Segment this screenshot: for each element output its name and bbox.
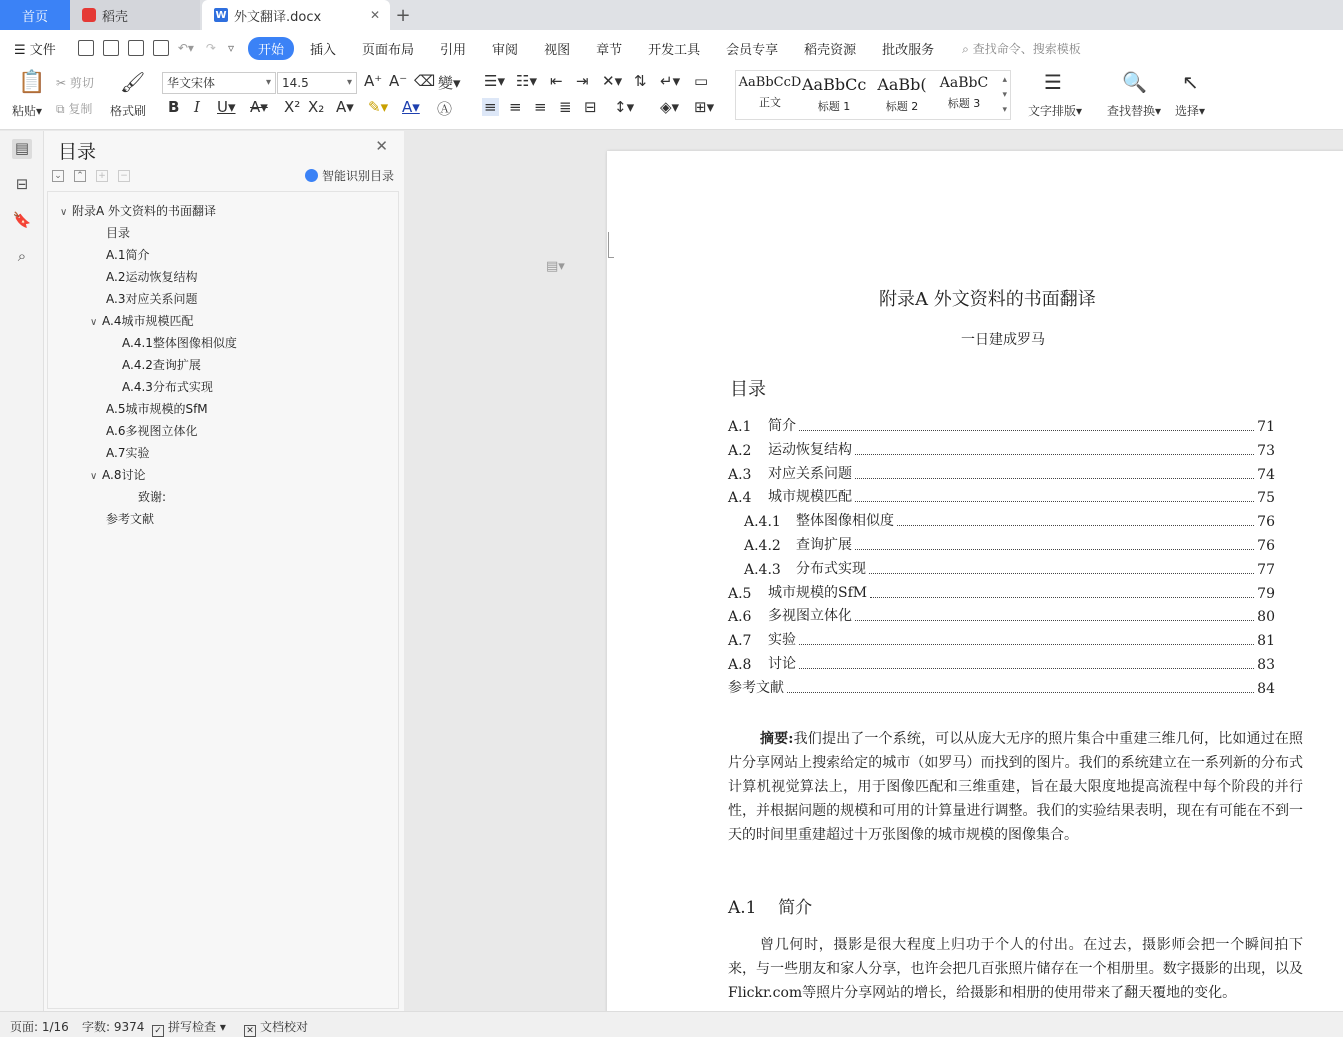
style-heading-1[interactable]	[802, 75, 866, 114]
find-icon[interactable]: 🔍	[1122, 70, 1147, 94]
select-label: 选择	[1175, 104, 1200, 118]
toc-entry-page: 84	[1257, 680, 1275, 697]
toc-tree-item-label: A.1简介	[106, 248, 150, 262]
toc-entry-number: A.5	[728, 585, 752, 602]
toc-entry[interactable]	[728, 439, 1275, 459]
toc-entry-number: A.4.2	[744, 538, 781, 554]
toc-leader-dots	[897, 525, 1254, 526]
style-normal[interactable]	[738, 75, 802, 110]
menu-member[interactable]: 会员专享	[726, 42, 779, 58]
shrink-font-icon[interactable]: A⁻	[389, 72, 408, 90]
toc-leader-dots	[855, 620, 1254, 621]
side-toolbar	[0, 131, 44, 1011]
margin-marker	[608, 232, 614, 258]
toc-entry-page: 71	[1257, 419, 1275, 435]
toc-entry[interactable]	[728, 415, 1275, 435]
toc-tree-item-label: 参考文献	[106, 512, 155, 526]
chapter-nav-icon[interactable]: ⊟	[15, 175, 29, 193]
page-indicator[interactable]: 页面: 1/16	[10, 1020, 69, 1034]
style-heading-2[interactable]	[870, 75, 934, 114]
menu-start[interactable]: 开始	[248, 37, 294, 60]
cut-label: 剪切	[69, 76, 94, 90]
toc-tree-item-label: 致谢:	[138, 490, 167, 504]
toc-tree-item[interactable]	[60, 202, 216, 219]
paste-button[interactable]: 粘贴▾	[12, 104, 43, 118]
style-heading-2-sample: AaBb(	[877, 75, 927, 94]
show-marks-icon[interactable]: ↵▾	[660, 72, 681, 90]
toc-entry-text: 分布式实现	[796, 560, 866, 577]
new-tab-button[interactable]: +	[395, 5, 411, 26]
doc-title: 附录A 外文资料的书面翻译	[879, 289, 1096, 310]
toc-leader-dots	[787, 692, 1254, 693]
toc-entry[interactable]	[728, 629, 1275, 649]
tab-bar	[0, 0, 1343, 30]
proofread-button[interactable]	[244, 1018, 308, 1037]
word-count[interactable]: 字数: 9374	[82, 1020, 145, 1034]
font-family-select[interactable]: 华文宋体 ▾	[162, 72, 276, 94]
bold-icon[interactable]: B	[168, 98, 180, 116]
phonetic-icon[interactable]: 變▾	[438, 74, 461, 92]
menu-page-layout[interactable]: 页面布局	[362, 42, 415, 58]
close-pane-icon[interactable]: ✕	[375, 137, 388, 155]
toc-entry-page: 81	[1257, 633, 1275, 650]
style-heading-1-name: 标题 1	[817, 100, 851, 113]
find-replace-label: 查找替换	[1107, 104, 1156, 118]
toc-entry-page: 76	[1257, 538, 1275, 554]
toc-entry[interactable]	[744, 558, 1275, 578]
style-heading-1-sample: AaBbCc	[802, 75, 867, 94]
format-painter-icon[interactable]: 🖌	[120, 70, 146, 94]
menu-review[interactable]: 审阅	[492, 42, 519, 58]
toc-tree-item[interactable]	[122, 356, 201, 373]
toc-tree-item-label: A.5城市规模的SfM	[106, 402, 208, 416]
font-color-icon[interactable]: A▾	[402, 98, 420, 116]
toc-tree-item-label: A.2运动恢复结构	[106, 270, 198, 284]
toc-leader-dots	[799, 668, 1254, 669]
collapse-all-icon[interactable]: ⌃	[74, 170, 86, 182]
doc-subtitle: 一日建成罗马	[961, 332, 1045, 348]
toc-tree-item[interactable]	[106, 400, 208, 417]
toc-tree-item-label: A.4.2查询扩展	[122, 358, 201, 372]
toc-entry-text: 查询扩展	[796, 537, 852, 553]
toc-tree-item-label: A.4城市规模匹配	[102, 314, 194, 328]
menu-daoke-resources[interactable]: 稻壳资源	[804, 42, 857, 58]
toc-entry[interactable]	[744, 534, 1275, 554]
toc-pane-title: 目录	[58, 141, 97, 163]
shading-icon[interactable]: ◈▾	[660, 98, 680, 116]
select-cursor-icon[interactable]: ↖	[1182, 70, 1199, 94]
align-right-icon[interactable]: ≡	[534, 98, 547, 116]
toc-entry-text: 城市规模的SfM	[768, 584, 868, 601]
toc-entry-page: 80	[1257, 609, 1275, 626]
print-icon[interactable]	[128, 40, 144, 56]
status-bar	[0, 1011, 1343, 1037]
copy-label: 复制	[68, 102, 93, 116]
toc-entry[interactable]	[728, 582, 1275, 602]
increase-indent-icon[interactable]: ⇥	[576, 72, 589, 90]
ribbon	[0, 66, 1343, 130]
toc-leader-dots	[870, 597, 1254, 598]
tab-daoke[interactable]	[70, 0, 200, 30]
style-heading-3-name: 标题 3	[947, 97, 981, 110]
search-panel-icon[interactable]: ⌕	[17, 247, 27, 265]
style-normal-sample: AaBbCcD	[738, 75, 802, 90]
document-area	[404, 131, 1343, 1011]
toc-tree-item[interactable]	[106, 510, 154, 527]
tab-document-label: 外文翻译.docx	[234, 9, 322, 25]
toc-entry-text: 参考文献	[728, 679, 784, 696]
toc-tools	[52, 167, 140, 182]
select-button[interactable]: 选择▾	[1175, 104, 1206, 118]
cut-button[interactable]: ✂ 剪切	[56, 76, 94, 90]
toc-tree-item[interactable]	[106, 224, 130, 241]
toc-tree-item[interactable]	[90, 312, 193, 329]
style-normal-name: 正文	[759, 96, 781, 109]
smart-toc-label: 智能识别目录	[321, 169, 394, 183]
sort-icon[interactable]: ⇅	[634, 72, 647, 90]
style-heading-3[interactable]	[936, 75, 992, 111]
smart-toc-button[interactable]	[305, 167, 394, 184]
command-search-placeholder: 查找命令、搜索模板	[972, 41, 1081, 56]
abstract-paragraph	[728, 727, 1303, 847]
toc-entry-page: 79	[1257, 585, 1275, 602]
toc-entry-page: 73	[1257, 442, 1275, 459]
toc-entry[interactable]	[728, 463, 1275, 483]
toc-tree-item[interactable]	[90, 466, 145, 483]
toc-entry-text: 运动恢复结构	[768, 441, 852, 458]
toc-tree-item-label: A.7实验	[106, 446, 150, 460]
toc-leader-dots	[799, 644, 1254, 645]
undo-icon[interactable]: ↶▾	[177, 41, 194, 55]
command-search[interactable]	[962, 40, 1081, 57]
toc-tree-item[interactable]	[106, 290, 197, 307]
file-menu-label: 文件	[29, 42, 56, 58]
toc-tree-item-label: A.6多视图立体化	[106, 424, 198, 438]
collapse-caret-icon[interactable]: ∨	[90, 471, 98, 482]
daoke-logo-icon	[82, 8, 96, 22]
document-page[interactable]	[607, 151, 1343, 1011]
toc-tree-item-label: A.3对应关系问题	[106, 292, 198, 306]
toc-entry-number: A.1	[728, 419, 752, 435]
align-left-icon[interactable]: ≡	[484, 98, 497, 116]
spell-check-button[interactable]: ✓ 拼写检查 ▾	[152, 1018, 226, 1037]
clear-format-icon[interactable]: ⌫	[414, 72, 436, 90]
decrease-indent-icon[interactable]: ⇤	[550, 72, 563, 90]
toc-entry-text: 实验	[768, 632, 796, 649]
toc-heading: 目录	[730, 379, 766, 400]
toc-tree-item-label: A.4.3分布式实现	[122, 380, 213, 394]
toc-leader-dots	[855, 501, 1254, 502]
tab-home[interactable]: 首页	[0, 0, 70, 30]
highlight-icon[interactable]: ✎▾	[368, 98, 389, 116]
toc-entry-number: A.4	[728, 490, 752, 507]
promote-icon[interactable]: +	[96, 170, 108, 182]
expand-all-icon[interactable]: ⌄	[52, 170, 64, 182]
print-preview-icon[interactable]	[153, 40, 169, 56]
font-size-select[interactable]: 14.5 ▾	[277, 72, 357, 94]
abstract-text: 我们提出了一个系统，可以从庞大无序的照片集合中重建三维几何，比如通过在照片分享网站上搜索给定的城市（如罗马）而找到的图片。我们的系统建立在一系列新的分布式计算机视觉算法上，用于图像匹配和三维重建，旨在最大限度地提高流程中每个阶段的并行性，并根据问题的规模和可用的计算量进行调整。我们的实验结果表明，现在有可能在不到一天的时间里重建超过十万张图像的城市规模的图像集合。	[728, 731, 1304, 843]
text-layout-button[interactable]: 文字排版▾	[1028, 104, 1083, 118]
char-border-icon[interactable]: Ⓐ	[437, 100, 453, 118]
find-replace-button[interactable]: 查找替换▾	[1107, 104, 1162, 118]
text-layout-label: 文字排版	[1028, 104, 1077, 118]
format-painter-button[interactable]: 格式刷	[110, 104, 147, 118]
demote-icon[interactable]: −	[118, 170, 130, 182]
underline-icon[interactable]: U▾	[217, 98, 236, 116]
toc-leader-dots	[855, 454, 1254, 455]
toc-tree-item-label: 附录A 外文资料的书面翻译	[72, 204, 217, 218]
chinese-layout-icon[interactable]: ✕▾	[602, 72, 623, 90]
save-icon[interactable]	[78, 40, 94, 56]
style-heading-2-name: 标题 2	[885, 100, 919, 113]
section-number: A.1	[728, 898, 757, 918]
toc-entry[interactable]	[744, 510, 1275, 530]
paste-icon[interactable]: 📋	[18, 70, 46, 95]
menu-bar	[0, 30, 1343, 66]
italic-icon[interactable]: I	[194, 98, 200, 116]
toc-tree-item[interactable]	[106, 422, 197, 439]
toc-entry-page: 76	[1257, 514, 1275, 531]
menu-developer[interactable]: 开发工具	[648, 42, 701, 58]
proofread-icon: ✕	[244, 1025, 256, 1037]
borders-icon[interactable]: ⊞▾	[694, 98, 715, 116]
tab-document[interactable]	[202, 0, 390, 30]
redo-icon[interactable]: ↷	[205, 41, 216, 55]
abstract-label: 摘要:	[760, 731, 794, 747]
toc-entry-text: 讨论	[768, 656, 796, 672]
spell-check-label: 拼写检查	[168, 1020, 217, 1034]
bookmark-icon[interactable]: 🔖	[12, 211, 32, 229]
toc-entry[interactable]	[728, 677, 1275, 697]
line-spacing-icon[interactable]: ↕▾	[614, 98, 635, 116]
toc-tree-item-label: A.8讨论	[102, 468, 146, 482]
toc-entry-number: A.8	[728, 657, 752, 673]
toc-entry-text: 城市规模匹配	[768, 489, 852, 506]
toc-entry-number: A.2	[728, 442, 752, 459]
copy-button[interactable]: ⧉ 复制	[56, 102, 93, 116]
toc-entry-number: A.3	[728, 466, 752, 483]
justify-icon[interactable]: ≣	[559, 98, 572, 116]
toc-entry-number: A.4.3	[744, 561, 781, 578]
grow-font-icon[interactable]: A⁺	[364, 72, 383, 90]
smart-toc-icon	[305, 169, 318, 182]
doc-options-icon[interactable]: ▤▾	[546, 259, 565, 274]
toc-tree	[47, 191, 399, 1009]
style-scroll-icon[interactable]: ▴ ▾ ▾	[1002, 75, 1007, 115]
spell-check-icon: ✓	[152, 1025, 164, 1037]
text-effect-icon[interactable]: A▾	[336, 98, 354, 116]
toc-entry-page: 77	[1257, 561, 1275, 578]
toc-leader-dots	[799, 430, 1254, 431]
paste-label: 粘贴	[12, 104, 37, 118]
align-center-icon[interactable]: ≡	[509, 98, 522, 116]
ruler-icon[interactable]: ▭	[694, 72, 709, 90]
toc-leader-dots	[855, 549, 1254, 550]
proofread-label: 文档校对	[260, 1020, 309, 1034]
intro-paragraph: 曾几何时，摄影是很大程度上归功于个人的付出。在过去，摄影师会把一个瞬间拍下来，与一些朋友和家人分享，也许会把几百张照片储存在一个相册里。数字摄影的出现，以及Flickr.com等照片分享网站的增长，给摄影和相册的使用带来了翻天覆地的变化。	[728, 937, 1303, 1001]
toc-entry[interactable]	[728, 605, 1275, 625]
text-layout-icon[interactable]: ☰	[1044, 70, 1062, 94]
distribute-icon[interactable]: ⊟	[584, 98, 597, 116]
toc-entry-page: 75	[1257, 490, 1275, 507]
customize-dropdown-icon[interactable]: ▿	[227, 41, 234, 55]
toc-entry-page: 74	[1257, 466, 1275, 483]
toc-entry-text: 多视图立体化	[768, 608, 852, 625]
toc-tree-item[interactable]	[106, 246, 149, 263]
style-gallery	[735, 70, 1011, 120]
toc-entry-number: A.7	[728, 633, 752, 650]
collapse-caret-icon[interactable]: ∨	[60, 207, 68, 218]
menu-section[interactable]: 章节	[596, 42, 623, 58]
numbered-list-icon[interactable]: ☷▾	[516, 72, 537, 90]
toc-entry-text: 简介	[768, 418, 796, 434]
toc-entry-page: 83	[1257, 657, 1275, 673]
menu-insert[interactable]: 插入	[310, 42, 337, 58]
export-pdf-icon[interactable]	[103, 40, 119, 56]
toc-tree-item[interactable]	[106, 444, 149, 461]
file-menu[interactable]: ☰ 文件	[14, 42, 56, 58]
section-heading	[728, 893, 812, 918]
toc-entry[interactable]	[728, 653, 1275, 673]
toc-tree-item[interactable]	[122, 334, 237, 351]
toc-tree-item[interactable]	[138, 488, 166, 505]
superscript-icon[interactable]: X²	[284, 98, 301, 116]
toc-tree-item-label: A.4.1整体图像相似度	[122, 336, 237, 350]
menu-correction[interactable]: 批改服务	[882, 42, 935, 58]
subscript-icon[interactable]: X₂	[308, 98, 325, 116]
toc-entry-number: A.4.1	[744, 514, 781, 531]
toc-leader-dots	[855, 478, 1254, 479]
word-doc-icon: W	[215, 9, 227, 21]
style-heading-3-sample: AaBbC	[939, 75, 989, 91]
toc-panel-icon[interactable]: ▤	[12, 139, 32, 159]
section-title: 简介	[778, 898, 813, 918]
tab-daoke-label: 稻壳	[102, 9, 129, 25]
bullet-list-icon[interactable]: ☰▾	[484, 72, 505, 90]
strikethrough-icon[interactable]: A▾	[250, 98, 268, 116]
toc-entry-number: A.6	[728, 609, 752, 626]
toc-tree-item-label: 目录	[106, 226, 131, 240]
close-tab-icon[interactable]: ✕	[369, 8, 380, 22]
toc-tree-item[interactable]	[122, 378, 213, 395]
collapse-caret-icon[interactable]: ∨	[90, 317, 98, 328]
toc-entry-text: 对应关系问题	[768, 465, 852, 482]
menu-reference[interactable]: 引用	[440, 42, 467, 58]
search-icon: ⌕	[962, 41, 969, 56]
toc-entry-text: 整体图像相似度	[796, 513, 894, 530]
toc-leader-dots	[869, 573, 1254, 574]
menu-view[interactable]: 视图	[544, 42, 571, 58]
toc-pane	[44, 131, 404, 1011]
toc-tree-item[interactable]	[106, 268, 197, 285]
toc-entry[interactable]	[728, 486, 1275, 506]
